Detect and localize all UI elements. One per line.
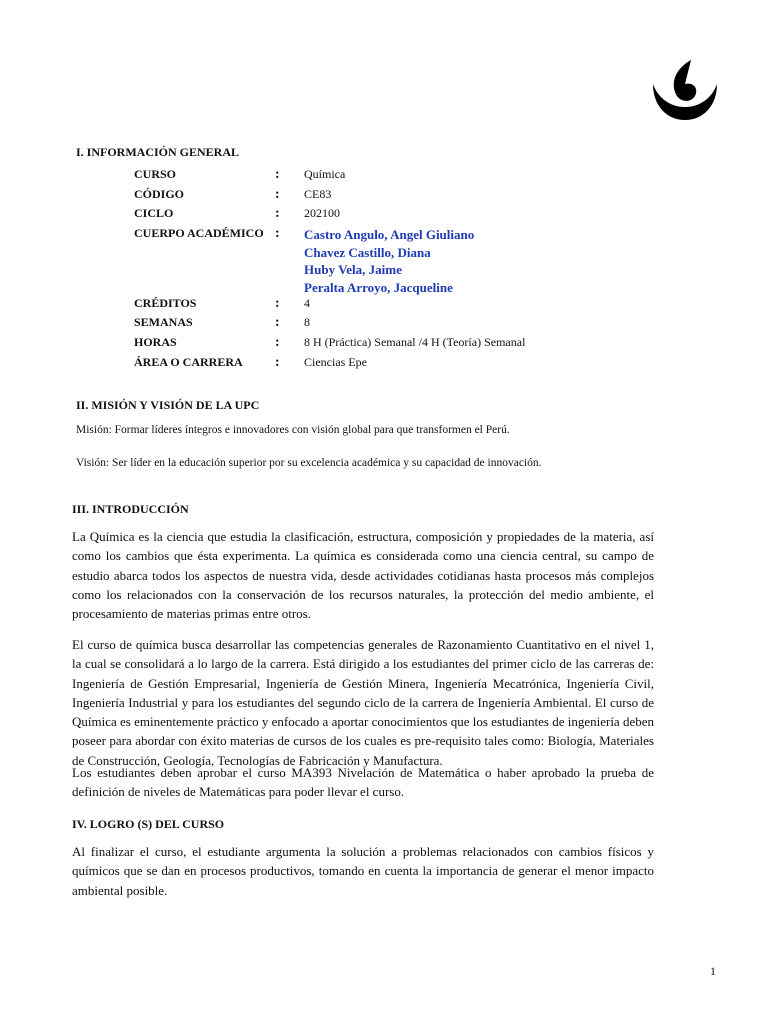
value-codigo: CE83: [304, 187, 332, 201]
value-semanas: 8: [304, 315, 310, 329]
colon: :: [275, 335, 280, 350]
value-creditos: 4: [304, 296, 310, 310]
value-ciclo: 202100: [304, 206, 340, 220]
value-horas: 8 H (Práctica) Semanal /4 H (Teoría) Semanal: [304, 335, 526, 349]
section-4-heading: IV. LOGRO (S) DEL CURSO: [72, 817, 225, 831]
faculty-member: Peralta Arroyo, Jacqueline: [304, 279, 453, 295]
colon: :: [275, 206, 280, 221]
label-codigo: CÓDIGO: [134, 187, 185, 201]
section-1-heading: I. INFORMACIÓN GENERAL: [76, 145, 240, 159]
value-curso: Química: [304, 167, 346, 181]
faculty-member: Huby Vela, Jaime: [304, 262, 402, 277]
label-horas: HORAS: [134, 335, 177, 349]
section-2-heading: II. MISIÓN Y VISIÓN DE LA UPC: [76, 398, 260, 412]
label-creditos: CRÉDITOS: [134, 296, 197, 310]
label-semanas: SEMANAS: [134, 315, 193, 329]
upc-logo: [651, 60, 719, 122]
intro-paragraph: La Química es la ciencia que estudia la clasificación, estructura, composición y propiedades de la materia, así como los cambios que ésta experimenta. La química es considerada como una ciencia central, su campo de estudio abarca todos los aspectos de nuestra vida, desde actividades cotidianas hasta procesos más complejos como los relacionados con la conservación de los recursos naturales, la protección del medio ambiente, el procesamiento de materias primas entre otros.: [72, 529, 654, 622]
colon: :: [275, 226, 280, 241]
colon: :: [275, 296, 280, 311]
faculty-member: Castro Angulo, Angel Giuliano: [304, 227, 475, 242]
intro-paragraph: Los estudiantes deben aprobar el curso MA393 Nivelación de Matemática o haber aprobado la prueba de definición de niveles de Matemáticas para poder llevar el curso.: [72, 765, 654, 800]
colon: :: [275, 355, 280, 370]
colon: :: [275, 315, 280, 330]
faculty-list: [304, 226, 474, 296]
faculty-member: Chavez Castillo, Diana: [304, 244, 431, 260]
label-cuerpo-academico: CUERPO ACADÉMICO: [134, 226, 264, 240]
vision-text: Visión: Ser líder en la educación superior por su excelencia académica y su capacidad de innovación.: [76, 457, 542, 469]
label-curso: CURSO: [134, 167, 177, 181]
logro-paragraph: Al finalizar el curso, el estudiante argumenta la solución a problemas relacionados con cambios físicos y químicos que se dan en procesos productivos, tomando en cuenta la importancia de generar el menor impacto ambiental posible.: [72, 844, 654, 898]
intro-paragraph: El curso de química busca desarrollar las competencias generales de Razonamiento Cuantitativo en el nivel 1, la cual se consolidará a lo largo de la carrera. Está dirigido a los estudiantes del primer ciclo de las carreras de: Ingeniería de Gestión Empresarial, Ingeniería de Gestión Minera, Ingeniería Mecatrónica, Ingeniería Civil, Ingeniería Industrial y para los estudiantes del segundo ciclo de la carrera de Ingeniería Ambiental. El curso de Química es eminentemente práctico y enfocado a aportar conocimientos que los estudiantes de ingeniería deben poseer para abordar con éxito materias de cursos de los cuales es pre-requisito tales como: Biología, Materiales de Construcción, Geología, Tecnologías de Fabricación y Manufactura.: [72, 637, 654, 768]
label-ciclo: CICLO: [134, 206, 174, 220]
colon: :: [275, 187, 280, 202]
colon: :: [275, 167, 280, 182]
section-3-heading: III. INTRODUCCIÓN: [72, 502, 189, 516]
page-number: 1: [710, 964, 716, 978]
value-area-carrera: Ciencias Epe: [304, 355, 367, 369]
mision-text: Misión: Formar líderes íntegros e innovadores con visión global para que transformen el Perú.: [76, 424, 510, 436]
label-area-carrera: ÁREA O CARRERA: [134, 355, 243, 369]
